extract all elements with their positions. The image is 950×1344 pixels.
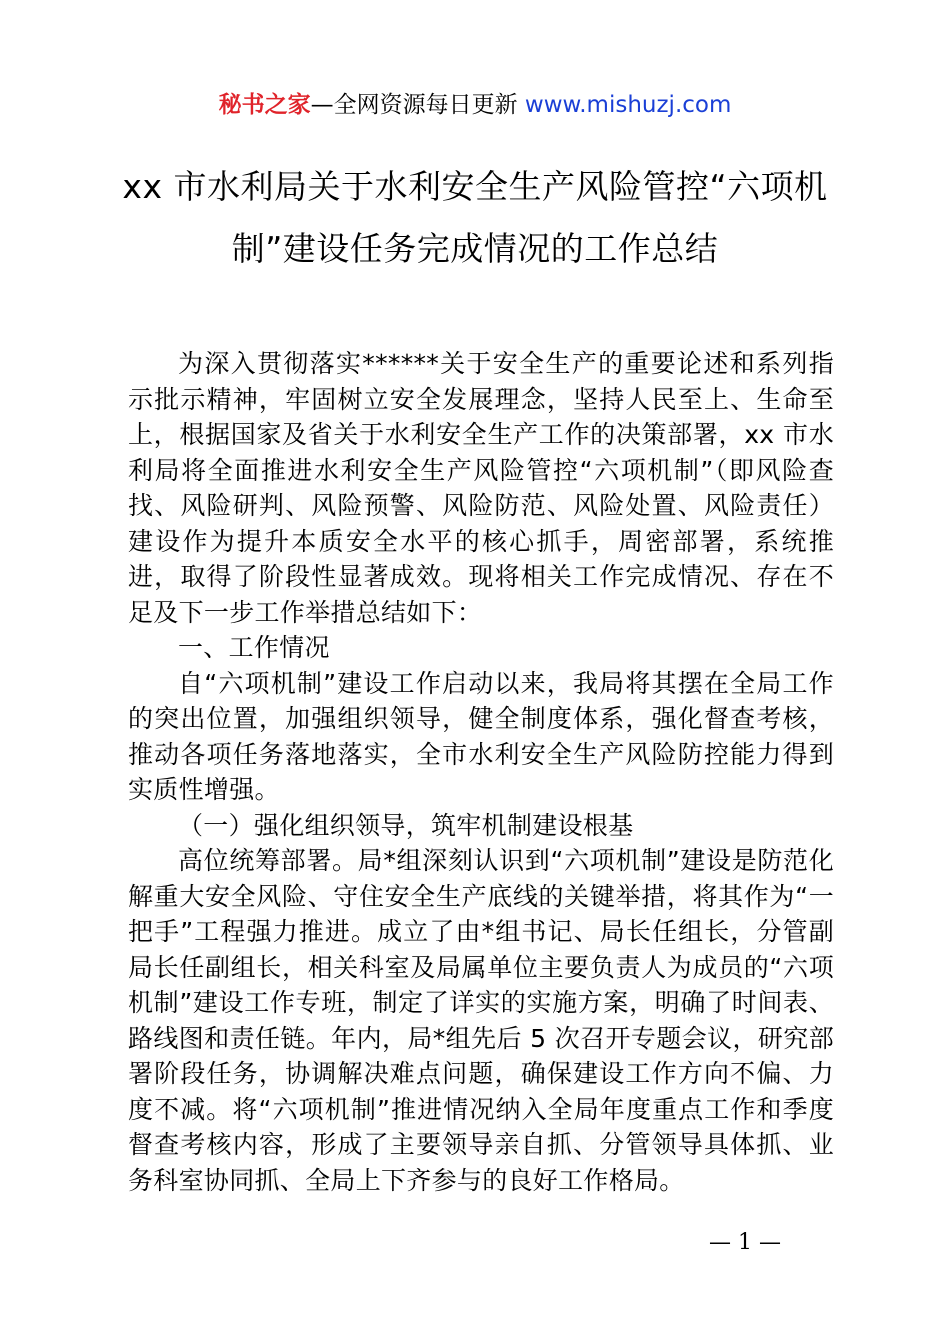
- banner-tagline: —全网资源每日更新: [310, 92, 525, 118]
- site-banner: [0, 88, 950, 122]
- banner-url-link[interactable]: www.mishuzj.com: [524, 92, 732, 118]
- section-summary-paragraph: 自“六项机制”建设工作启动以来，我局将其摆在全局工作的突出位置，加强组织领导，健全制度体系，强化督查考核，推动各项任务落地落实，全市水利安全生产风险防控能力得到实质性增强。: [128, 668, 834, 804]
- document-body: [128, 346, 834, 1198]
- subsection-paragraph-deployment: 高位统筹部署。局*组深刻认识到“六项机制”建设是防范化解重大安全风险、守住安全生产底线的关键举措，将其作为“一把手”工程强力推进。成立了由*组书记、局长任组长，分管副局长任副组长，相关科室及局属单位主要负责人为成员的“六项机制”建设工作专班，制定了详实的实施方案，明确了时间表、路线图和责任链。年内，局*组先后 5 次召开专题会议，研究部署阶段任务，协调解决难点问题，确保建设工作方向不偏、力度不减。将“六项机制”推进情况纳入全局年度重点工作和季度督查考核内容，形成了主要领导亲自抓、分管领导具体抓、业务科室协同抓、全局上下齐参与的良好工作格局。: [128, 846, 834, 1195]
- subsection-heading-organization: （一）强化组织领导，筑牢机制建设根基: [178, 810, 634, 840]
- page-number: — 1 —: [709, 1230, 781, 1255]
- banner-brand: 秘书之家: [218, 92, 311, 118]
- section-heading-work-status: 一、工作情况: [178, 633, 330, 662]
- intro-paragraph: 为深入贯彻落实******关于安全生产的重要论述和系列指示批示精神，牢固树立安全发展理念，坚持人民至上、生命至上，根据国家及省关于水利安全生产工作的决策部署，xx 市水利局将全面推进水利安全生产风险管控“六项机制”（即风险查找、风险研判、风险预警、风险防范、风险处置、风险责任）建设作为提升本质安全水平的核心抓手，周密部署，系统推进，取得了阶段性显著成效。现将相关工作完成情况、存在不足及下一步工作举措总结如下：: [128, 349, 834, 627]
- document-title: xx 市水利局关于水利安全生产风险管控“六项机制”建设任务完成情况的工作总结: [122, 167, 828, 268]
